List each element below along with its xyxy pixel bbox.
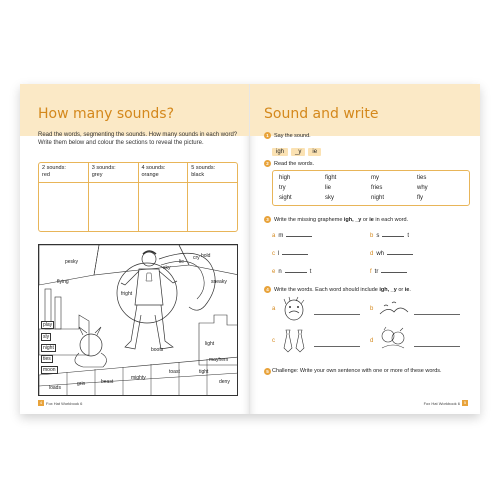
column-colour: black (191, 172, 205, 178)
grapheme-highlight: igh, _y (379, 286, 397, 293)
word-grid (272, 170, 470, 206)
page-number: 5 (463, 400, 467, 405)
question-number: 2 (264, 160, 271, 167)
word-play: play (43, 322, 53, 328)
word-item: fight (325, 175, 337, 181)
word-item: fries (371, 185, 383, 191)
question-text (274, 287, 411, 293)
word-bold: bold (201, 253, 211, 259)
sounds-table (38, 162, 238, 232)
word-light: light (205, 341, 215, 347)
missing-item-a[interactable] (272, 232, 315, 239)
missing-item-f[interactable] (370, 268, 410, 275)
missing-item-c[interactable] (272, 250, 311, 257)
item-letter: d (370, 338, 374, 344)
workbook-spread (20, 84, 480, 414)
answer-blank[interactable] (381, 268, 407, 273)
instructions: Read the words, segmenting the sounds. How many sounds in each word? Write them below and colour the sections to reveal the picture. (38, 132, 238, 146)
word-end: t (407, 233, 410, 239)
word-sky: sky (163, 265, 171, 271)
word-night: night (43, 345, 54, 351)
question-text (274, 217, 408, 223)
column-heading: 2 sounds: (42, 165, 66, 171)
question-number: 4 (264, 286, 271, 293)
sky-birds-sketch (378, 300, 410, 318)
item-letter: a (272, 233, 276, 239)
question-3 (264, 216, 408, 223)
missing-item-d[interactable] (370, 250, 416, 257)
crying-face-sketch (280, 296, 308, 322)
page-number: 4 (39, 400, 43, 405)
item-letter: c (272, 251, 275, 257)
column-heading: 4 sounds: (141, 165, 166, 171)
item-letter: a (272, 306, 276, 312)
word-item: my (371, 175, 379, 181)
word-sly: sly (43, 334, 50, 340)
question-5 (264, 368, 271, 375)
word-sneaky: sneaky (211, 279, 227, 285)
left-page (20, 84, 250, 414)
footer-text: Fox Hat Workbook 6 (423, 400, 460, 406)
footer-text: Fox Hat Workbook 6 (46, 400, 83, 406)
question-text: Read the words. (274, 160, 315, 167)
column-heading: 5 sounds: (191, 165, 216, 171)
answer-blank[interactable] (282, 250, 308, 255)
fighting-animals-sketch (378, 326, 408, 354)
question-text-part: in each word. (373, 216, 409, 223)
item-letter: b (370, 233, 374, 239)
column-colour: orange (141, 172, 159, 178)
word-cry: cry (193, 255, 200, 261)
word-tight: tight (199, 369, 209, 375)
right-page (250, 84, 480, 414)
word-item: try (279, 185, 286, 191)
column-colour: grey (91, 172, 103, 178)
page-title: How many sounds? (38, 106, 175, 122)
missing-item-b[interactable] (370, 232, 409, 239)
sound-chip: _y (291, 148, 305, 156)
question-text-part: or (361, 216, 370, 223)
item-letter: e (272, 269, 276, 275)
word-mayhem: mayhem (209, 357, 229, 363)
column-colour: red (42, 172, 50, 178)
ties-sketch (280, 328, 310, 354)
word-flying: flying (57, 279, 69, 285)
write-line[interactable] (314, 314, 360, 315)
word-grin: grin (77, 381, 86, 387)
word-beast: beast (101, 379, 114, 385)
word-item: fly (417, 195, 423, 201)
question-text-part: Write the missing grapheme (274, 216, 344, 223)
sound-chips (272, 148, 321, 156)
write-line[interactable] (414, 346, 460, 347)
word-item: sky (325, 195, 334, 201)
sounds-column[interactable] (139, 163, 189, 231)
question-number: 5 (264, 368, 271, 375)
word-mighty: mighty (131, 375, 146, 381)
item-letter: d (370, 251, 374, 257)
sounds-column[interactable] (89, 163, 139, 231)
item-letter: b (370, 306, 374, 312)
word-start: m (278, 233, 284, 239)
grapheme-highlight: ie (404, 286, 410, 293)
page-footer (38, 400, 82, 406)
sound-chip: ie (308, 148, 321, 156)
question-text-part: . (409, 286, 411, 293)
word-lie: lie (179, 259, 185, 265)
word-boots: boots (151, 347, 164, 353)
grapheme-highlight: igh, _y (343, 216, 362, 223)
page-title: Sound and write (264, 106, 379, 122)
question-text-part: or (396, 286, 405, 293)
question-text-part: Write the words. Each word should include (274, 286, 380, 293)
word-start: l (278, 251, 280, 257)
grapheme-highlight: ie (369, 216, 374, 223)
word-item: why (417, 185, 428, 191)
answer-blank[interactable] (286, 232, 312, 237)
colouring-picture[interactable] (38, 244, 238, 396)
word-toast: toast (169, 369, 180, 375)
word-item: ties (417, 175, 427, 181)
word-loads: loads (49, 385, 61, 391)
sound-chip: igh (272, 148, 288, 156)
answer-blank[interactable] (285, 268, 307, 273)
word-start: s (376, 233, 380, 239)
write-line[interactable] (314, 346, 360, 347)
sounds-column[interactable] (39, 163, 89, 231)
question-4 (264, 286, 411, 293)
question-text: Say the sound. (274, 132, 311, 139)
word-end: t (309, 269, 312, 275)
missing-item-e[interactable] (272, 268, 311, 275)
word-start: tr (374, 269, 379, 275)
write-line[interactable] (414, 314, 460, 315)
word-start: wh (376, 251, 385, 257)
word-fright: fright (121, 291, 133, 297)
question-5-text: Challenge: Write your own sentence with one or more of these words. (272, 368, 442, 374)
item-letter: c (272, 338, 275, 344)
page-footer (424, 400, 468, 406)
word-pesky: pesky (65, 259, 79, 265)
word-ties: ties (43, 356, 51, 362)
word-item: high (279, 175, 291, 181)
word-item: sight (279, 195, 292, 201)
question-number: 3 (264, 216, 271, 223)
sounds-column[interactable] (188, 163, 237, 231)
word-moon: moon (43, 367, 56, 373)
answer-blank[interactable] (387, 250, 413, 255)
question-2 (264, 160, 314, 167)
question-number: 1 (264, 132, 271, 139)
column-heading: 3 sounds: (91, 165, 116, 171)
answer-blank[interactable] (382, 232, 404, 237)
question-1 (264, 132, 311, 139)
word-item: night (371, 195, 385, 201)
word-item: lie (325, 185, 332, 191)
item-letter: f (370, 269, 372, 275)
word-deny: deny (219, 379, 230, 385)
word-start: n (278, 269, 282, 275)
